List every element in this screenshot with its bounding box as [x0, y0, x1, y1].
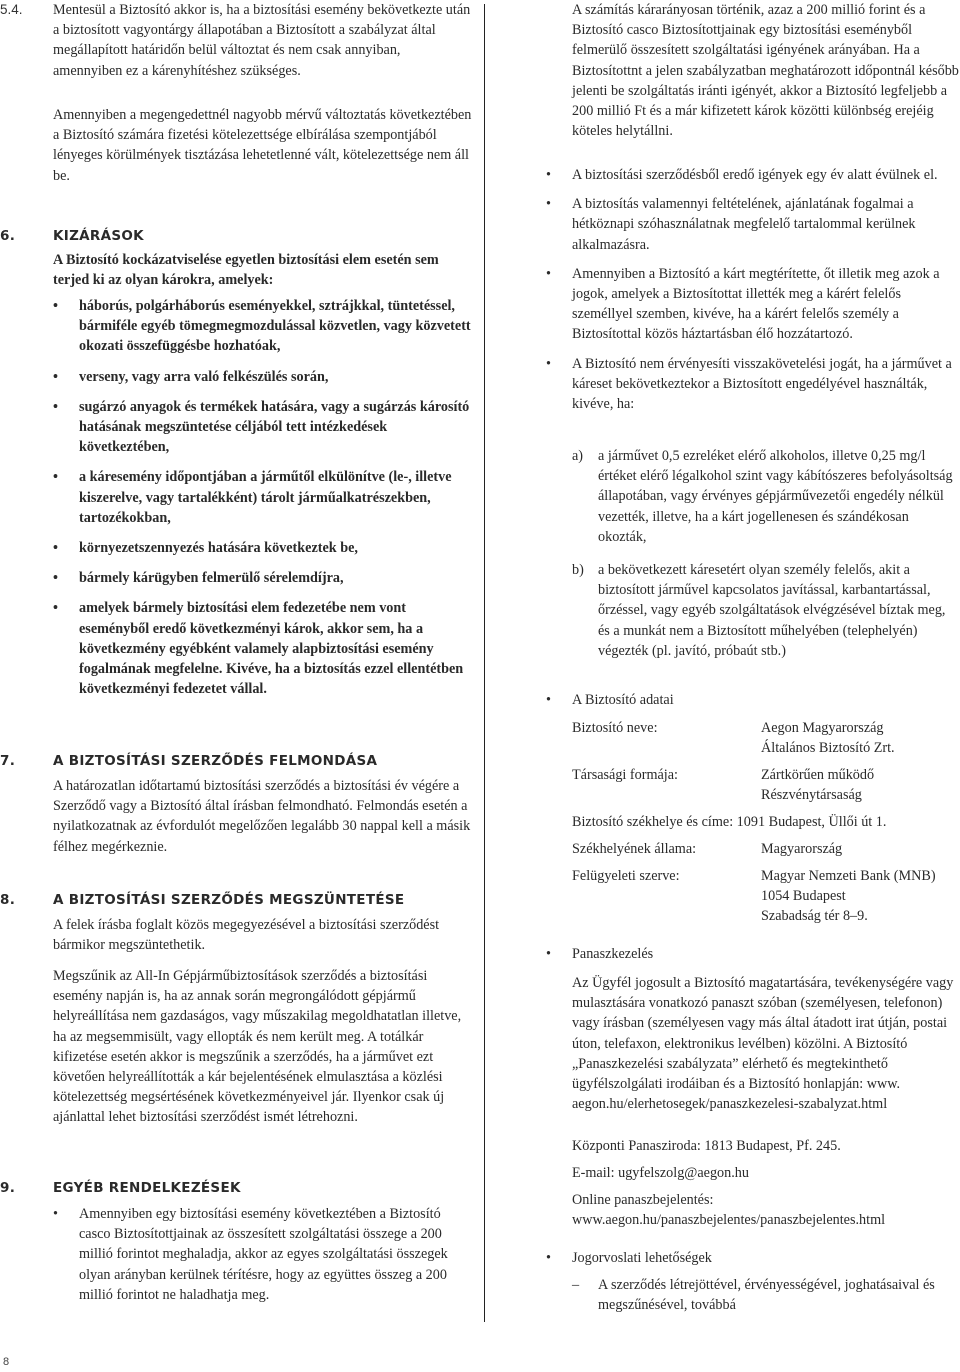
online-complaints: Online panaszbejelentés: www.aegon.hu/panaszbejelentes/panaszbejelentes.html	[572, 1192, 886, 1229]
list-item: • amelyek bármely biztosítási elem fedezetébe nem vont eseményből eredő következményi károk, akkor sem, ha a következmény egyébként valamely alapbiztosítási esemény fogalmának megfelelne. Kivéve, ha a biztosítás ezzel ellentétben következményi fedezetet vállal.	[53, 598, 473, 699]
list-item: • háborús, polgárháborús eseményekkel, sztrájkkal, tüntetéssel, bármiféle egyéb tömegmegmozdulással közvetlen, vagy közvetett okozati összefüggésbe hozhatóak,	[53, 296, 473, 357]
complaints-text: Az Ügyfél jogosult a Biztosító magatartására, tevékenységére vagy mulasztására vonatkozó panaszt szóban (személyesen, telefonon) vagy írásban (személyesen vagy más által átadott irat útján, postai úton, telefaxon, elektronikus levélben) közölni. A Biztosító „Panaszkezelési szabályzata” elérhető és megtekinthető ügyfélszolgálati irodáiban és a Biztosító honlapján: www. aegon.hu/elerhetosegek/panaszkezelesi-szabalyzat.html	[572, 975, 954, 1113]
section-5-4-number: 5.4.	[0, 2, 23, 17]
section-6-title: KIZÁRÁSOK	[53, 228, 144, 244]
section-7-number: 7.	[0, 753, 16, 769]
supervisory-label: Felügyeleti szerve:	[572, 868, 680, 884]
section-9-list	[53, 1204, 473, 1315]
section-9-title: EGYÉB RENDELKEZÉSEK	[53, 1180, 241, 1196]
company-form-value-1: Zártkörűen működő	[761, 767, 875, 783]
legal-remedies-heading: Jogorvoslati lehetőségek	[572, 1250, 712, 1266]
legal-remedies-text: A szerződés létrejöttével, érvényességével, joghatásaival és megszűnésével, továbbá	[598, 1277, 935, 1314]
list-item: • sugárzó anyagok és termékek hatására, vagy a sugárzás károsító hatásának megszüntetése céljából tett intézkedések következtében,	[53, 397, 473, 458]
section-8-number: 8.	[0, 892, 16, 908]
insurer-seat-line: Biztosító székhelye és címe: 1091 Budapest, Üllői út 1.	[572, 814, 887, 830]
bullet: •	[546, 946, 551, 962]
bullet: •	[546, 1250, 551, 1266]
list-item: • A Biztosító nem érvényesíti visszakövetelési jogát, ha a járművet a káreset bekövetkeztekor a Biztosított engedélyével használták, kivéve, ha:	[546, 354, 960, 415]
item-a-text: a járművet 0,5 ezreléket elérő alkoholos, illetve 0,25 mg/l értéket elérő légalkohol szint vagy kábítószeres befolyásoltság állapotában, vagy érvényes gépjárművezetői engedély nélkül vezették, illetve, ha a kárt jogellenesen és szándékosan okozták,	[598, 448, 953, 545]
right-bullet-list	[546, 165, 960, 414]
supervisory-value-1: Magyar Nemzeti Bank (MNB)	[761, 868, 936, 884]
list-item: • Amennyiben egy biztosítási esemény következtében a Biztosító casco Biztosítottjainak az összesített szolgáltatási összege a 200 millió forintot meghaladja, akkor az egyes szolgáltatási összegek olyan arányban kerülnek térítésre, hogy az együttes összeg a 200 millió forintot ne haladhatja meg.	[53, 1204, 473, 1305]
supervisory-value-3: Szabadság tér 8–9.	[761, 908, 868, 924]
list-item: • A biztosítási szerződésből eredő igények egy év alatt évülnek el.	[546, 165, 960, 185]
section-7-text: A határozatlan időtartamú biztosítási szerződés a biztosítási év végére a Szerződő vagy a Biztosító által írásban felmondható. Felmondás esetén a nyilatkozatnak az évfordulót megelőzően legalább 30 nappal kell a másik félhez megérkeznie.	[53, 778, 471, 855]
complaints-email: E-mail: ugyfelszolg@aegon.hu	[572, 1165, 749, 1181]
section-9-number: 9.	[0, 1180, 16, 1196]
insurer-name-label: Biztosító neve:	[572, 720, 658, 736]
section-5-4-text-2: Amennyiben a megengedettnél nagyobb mérvű változtatás következtében a Biztosító számára fizetési kötelezettsége elbírálása szempontjából lényeges körülmények tisztázása lehetetlenné vált, kötelezettsége nem áll be.	[53, 107, 472, 184]
company-form-label: Társasági formája:	[572, 767, 678, 783]
section-5-4-text: Mentesül a Biztosító akkor is, ha a biztosítási esemény bekövetkezte után a biztosított vagyontárgy állapotában a Biztosított a szabályzat által megállapított határidőn belül változtat és nem csak annyiban, amennyiben ez a kárenyhítéshez szükséges.	[53, 2, 471, 79]
company-form-value-2: Részvénytársaság	[761, 787, 862, 803]
complaints-heading: Panaszkezelés	[572, 946, 654, 962]
seat-state-label: Székhelyének állama:	[572, 841, 697, 857]
central-complaints-office: Központi Panasziroda: 1813 Budapest, Pf. 245.	[572, 1138, 841, 1154]
item-b-label: b)	[572, 562, 584, 578]
list-item: • Amennyiben a Biztosító a kárt megtérítette, őt illetik meg azok a jogok, amelyek a Biztosítottat illették meg a kárért felelős személlyel szemben, kivéve, ha a kárért felelős személy a Biztosítottal közös háztartásban élő hozzátartozó.	[546, 264, 960, 345]
dash-marker: –	[572, 1277, 580, 1293]
list-item: • A biztosítás valamennyi feltételének, ajánlatának fogalmai a hétköznapi szóhasználatnak megfelelő tartalommal kerülnek alkalmazásra.	[546, 194, 960, 255]
list-item: • bármely kárügyben felmerülő sérelemdíjra,	[53, 568, 473, 588]
insurer-name-value-1: Aegon Magyarország	[761, 720, 884, 736]
list-item: • környezetszennyezés hatására következtek be,	[53, 538, 473, 558]
supervisory-value-2: 1054 Budapest	[761, 888, 846, 904]
bullet: •	[546, 692, 551, 708]
exclusions-list	[53, 296, 473, 709]
seat-state-value: Magyarország	[761, 841, 843, 857]
section-8-text-2: Megszűnik az All-In Gépjárműbiztosítások szerződés a biztosítási esemény napján is, ha az annak során megrongálódott gépjármű helyreállítása nem gazdaságos, vagy műszakilag megoldhatatlan illetve, ha az megsemmisült, vagy ellopták és nem került meg. A totálkár kifizetése esetén akkor is megszűnik a szerződés, ha a járművet ezt követően helyreállították a kár bejelentésének elmulasztása a közlési kötelezettség megsértésének következményeivel jár. Ilyenkor csak új ajánlattal lehet biztosítási szerződést ismét létrehozni.	[53, 968, 462, 1126]
column-divider	[484, 4, 485, 1322]
item-b-text: a bekövetkezett káresetért olyan személy felelős, akit a biztosított járművel kapcsolatos javítással, karbantartással, őrzéssel, vagy egyéb szolgáltatások elvégzésével bíztak meg, és a munkát nem a Biztosított műhelyében (telephelyén) végezték (pl. javító, próbaút stb.)	[598, 562, 946, 659]
continuation-text: A számítás kárarányosan történik, azaz a 200 millió forint és a Biztosító casco Biztosítottjainak egy biztosítási eseményből felmerülő összesített szolgáltatási igényének arányában. Ha a Biztosítottnt a jelen szabályzatban meghatározott időpontnál később jelenti be szolgáltatás iránti igényét, akkor a Biztosító legfeljebb a 200 millió Ft és a már kifizetett károk közötti különbség erejéig köteles helytállni.	[572, 2, 959, 140]
insurer-name-value-2: Általános Biztosító Zrt.	[761, 740, 895, 756]
section-8-title: A BIZTOSÍTÁSI SZERZŐDÉS MEGSZÜNTETÉSE	[53, 892, 405, 908]
section-6-intro: A Biztosító kockázatviselése egyetlen biztosítási elem esetén sem terjed ki az olyan károkra, amelyek:	[53, 252, 439, 289]
item-a-label: a)	[572, 448, 584, 464]
list-item: • a káresemény időpontjában a járműtől elkülönítve (le-, illetve kiszerelve, vagy tartalékként) tárolt járműalkatrészekben, tartozékokban,	[53, 467, 473, 528]
list-item: • verseny, vagy arra való felkészülés során,	[53, 367, 473, 387]
section-6-number: 6.	[0, 228, 16, 244]
page-number: 8	[3, 1356, 10, 1368]
section-8-text-1: A felek írásba foglalt közös megegyezésével a biztosítási szerződést bármikor megszüntethetik.	[53, 917, 440, 954]
insurer-data-heading: A Biztosító adatai	[572, 692, 674, 708]
section-7-title: A BIZTOSÍTÁSI SZERZŐDÉS FELMONDÁSA	[53, 753, 378, 769]
